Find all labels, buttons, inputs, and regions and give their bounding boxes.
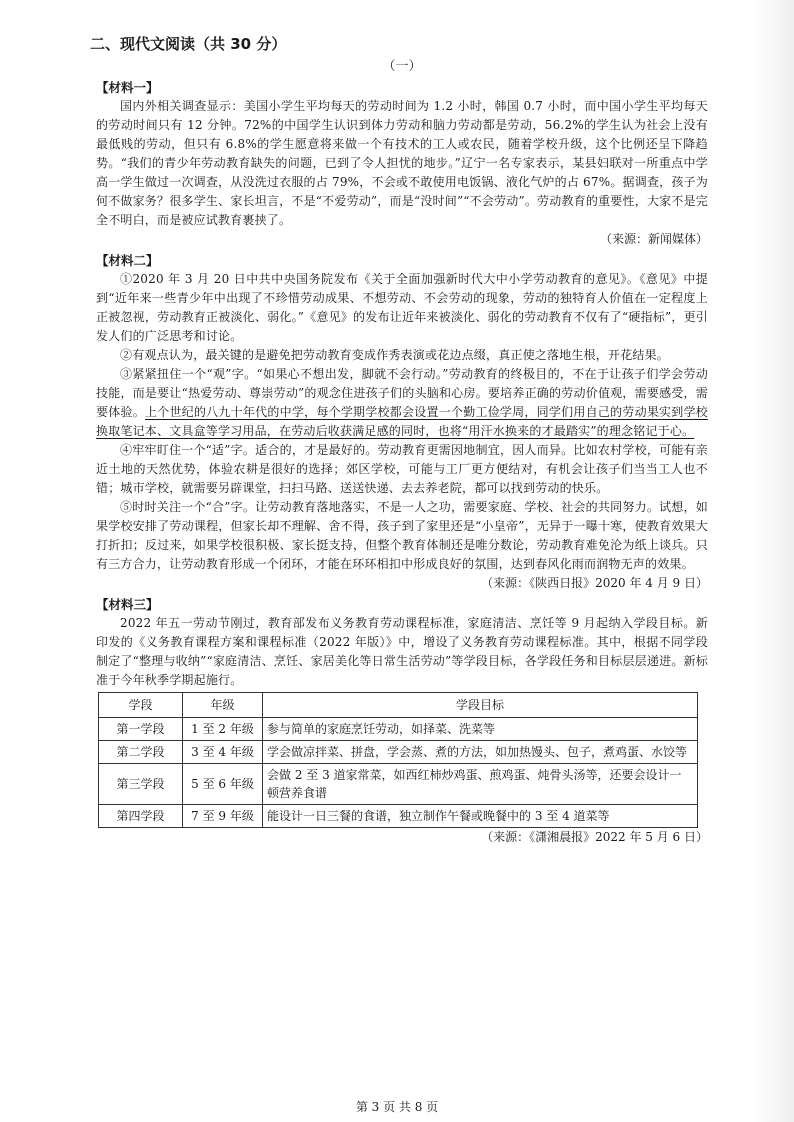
table-header-row <box>99 693 698 718</box>
table-header-stage: 学段 <box>99 693 183 718</box>
table-cell-grade: 7 至 9 年级 <box>183 805 263 828</box>
scan-shadow <box>754 0 794 1122</box>
table-cell-grade: 3 至 4 年级 <box>183 741 263 764</box>
table-cell-stage: 第一学段 <box>99 718 183 741</box>
material2-paragraph-1: ①2020 年 3 月 20 日中共中央国务院发布《关于全面加强新时代大中小学劳动教育的意见》。《意见》中提到“近年来一些青少年中出现了不珍惜劳动成果、不想劳动、不会劳动的现象，劳动的独特育人价值在一定程度上正被忽视，劳动教育正被淡化、弱化。”《意见》的发布让近年来被淡化、弱化的劳动教育不仅有了“硬指标”，更引发人们的广泛思考和讨论。 <box>96 272 708 343</box>
material3-text: 2022 年五一劳动节刚过，教育部发布义务教育劳动课程标准，家庭清洁、烹饪等 9 月起纳入学段目标。新印发的《义务教育课程方案和课程标准（2022 年版）》中，增设了义务教育劳动课程标准。其中，根据不同学段制定了“整理与收纳”“家庭清洁、烹饪、家居美化等日常生活劳动”等学段目标，各学段任务和目标层层递进。新标准于今年秋季学期起施行。 <box>96 616 708 687</box>
table-cell-goal: 会做 2 至 3 道家常菜，如西红柿炒鸡蛋、煎鸡蛋、炖骨头汤等，还要会设计一顿营养食谱 <box>263 764 698 805</box>
table-cell-grade: 5 至 6 年级 <box>183 764 263 805</box>
material2-source: （来源：《陕西日报》2020 年 4 月 9 日） <box>481 576 708 590</box>
table-cell-goal: 学会做凉拌菜、拼盘，学会蒸、煮的方法，如加热馒头、包子，煮鸡蛋、水饺等 <box>263 741 698 764</box>
table-row <box>99 764 698 805</box>
table-row <box>99 805 698 828</box>
table-cell-stage: 第二学段 <box>99 741 183 764</box>
table-row <box>99 718 698 741</box>
material3-heading: 【材料三】 <box>96 597 159 612</box>
material2-paragraph-4: ④牢牢盯住一个“适”字。适合的，才是最好的。劳动教育更需因地制宜，因人而异。比如农村学校，可能有亲近土地的天然优势，体验农耕是很好的选择；郊区学校，可能与工厂更方便结对，有机会让孩子们当当工人也不错；城市学校，就需要另辟课堂，扫扫马路、送送快递、去去养老院，都可以找到劳动的快乐。 <box>96 443 708 495</box>
section-title: 二、现代文阅读（共 30 分） <box>90 35 287 53</box>
page-content <box>90 34 708 849</box>
table-header-grade: 年级 <box>183 693 263 718</box>
stage-goals-table <box>98 692 698 828</box>
table-cell-goal: 能设计一日三餐的食谱，独立制作午餐或晚餐中的 3 至 4 道菜等 <box>263 805 698 828</box>
material2-paragraph-2: ②有观点认为，最关键的是避免把劳动教育变成作秀表演或花边点缀，真正使之落地生根，开花结果。 <box>120 348 670 362</box>
page-footer: 第 3 页 共 8 页 <box>355 1100 439 1114</box>
material2-heading: 【材料二】 <box>96 253 159 268</box>
sub-title: （一） <box>382 59 422 74</box>
table-row <box>99 741 698 764</box>
material1-source: （来源：新闻媒体） <box>599 232 708 246</box>
table-cell-grade: 1 至 2 年级 <box>183 718 263 741</box>
material2-paragraph-5: ⑤时时关注一个“合”字。让劳动教育落地落实，不是一人之功，需要家庭、学校、社会的共同努力。试想，如果学校安排了劳动课程，但家长却不理解、舍不得，孩子到了家里还是“小皇帝”，无异于一曝十寒，使教育效果大打折扣；反过来，如果学校很积极、家长挺支持，但整个教育体制还是唯分数论，劳动教育难免沦为纸上谈兵。只有三方合力，让劳动教育形成一个闭环，才能在环环相扣中形成良好的氛围，达到春风化雨而润物无声的效果。 <box>96 500 708 571</box>
table-cell-goal: 参与简单的家庭烹饪劳动，如择菜、洗菜等 <box>263 718 698 741</box>
table-header-goal: 学段目标 <box>263 693 698 718</box>
table-cell-stage: 第三学段 <box>99 764 183 805</box>
material1-heading: 【材料一】 <box>96 80 159 95</box>
material1-text: 国内外相关调查显示：美国小学生平均每天的劳动时间为 1.2 小时，韩国 0.7 小时，而中国小学生平均每天的劳动时间只有 12 分钟。72%的中国学生认识到体力劳动和脑力劳动都是劳动，56.2%的学生认为社会上没有最低贱的劳动，但只有 6.8%的学生愿意将来做一个有技术的工人或农民，随着学校升级，这个比例还呈下降趋势。“我们的青少年劳动教育缺失的问题，已到了令人担忧的地步。”辽宁一名专家表示，某县妇联对一所重点中学高一学生做过一次调查，从没洗过衣服的占 79%，不会或不敢使用电饭锅、液化气炉的占 67%。据调查，孩子为何不做家务？很多学生、家长坦言，不是“不爱劳动”，而是“没时间”“不会劳动”。劳动教育的重要性，大家不是完全不明白，而是被应试教育裹挟了。 <box>96 99 708 227</box>
table-cell-stage: 第四学段 <box>99 805 183 828</box>
material3-source: （来源：《潇湘晨报》2022 年 5 月 6 日） <box>481 830 708 844</box>
material2-paragraph-3-lead: ③紧紧扭住一个“观”字。“如果心不想出发，脚就不会行动。”劳动教育的终极目的，不在于让孩子们学会劳动技能，而是要让“热爱劳动、尊崇劳动”的观念住进孩子们的头脑和心房。要培养正确的劳动价值观，需要感受，需要体验。 <box>96 367 708 419</box>
material2-paragraph-3 <box>96 365 708 441</box>
material2-underlined-sentence: 上个世纪的八九十年代的中学，每个学期学校都会设置一个勤工俭学周，同学们用自己的劳动果实到学校换取笔记本、文具盒等学习用品，在劳动后收获满足感的同时，也将“用汗水换来的才最踏实”的理念铭记于心。 <box>96 405 708 438</box>
